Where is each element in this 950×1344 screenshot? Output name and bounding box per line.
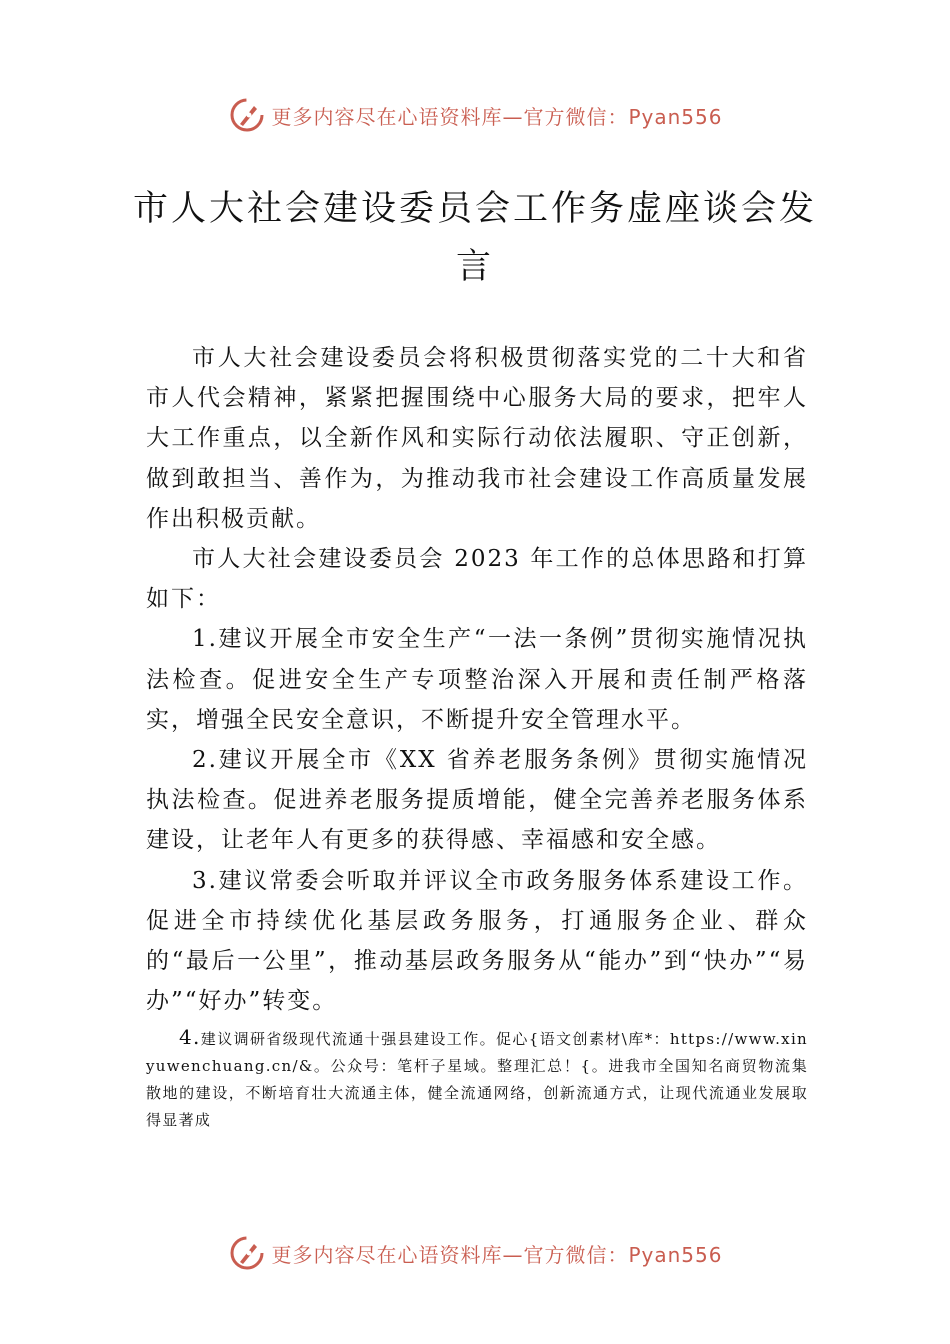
banner-text: 更多内容尽在心语资料库—官方微信：Pyan556 [271,1242,723,1267]
paragraph: 2.建议开展全市《XX 省养老服务条例》贯彻实施情况执法检查。促进养老服务提质增能，健全完善养老服务体系建设，让老年人有更多的获得感、幸福感和安全感。 [146,747,808,854]
small-print-text: 建议调研省级现代流通十强县建设工作。促心{语文创素材\库*：https://www.xinyuwenchuang.cn/&。公众号：笔杆子星域。整理汇总！{。进我市全国知名商贸物流集散地的建设，不断培育壮大流通主体，健全流通网络，创新流通方式，让现代流通业发展取得显著成 [146,1030,808,1129]
paragraph: 市人大社会建设委员会 2023 年工作的总体思路和打算如下： [146,546,808,613]
small-print-paragraph [146,1024,808,1134]
banner-text: 更多内容尽在心语资料库—官方微信：Pyan556 [271,104,723,129]
item-number: 4. [179,1025,201,1049]
pen-logo-icon [227,1233,267,1273]
paragraph: 3.建议常委会听取并评议全市政务服务体系建设工作。促进全市持续优化基层政务服务，打通服务企业、群众的“最后一公里”，推动基层政务服务从“能办”到“快办”“易办”“好办”转变。 [146,867,808,1015]
pen-logo-icon [227,95,267,135]
document-title: 市人大社会建设委员会工作务虚座谈会发言 [132,189,817,287]
paragraph: 市人大社会建设委员会将积极贯彻落实党的二十大和省市人代会精神，紧紧把握围绕中心服务大局的要求，把牢人大工作重点，以全新作风和实际行动依法履职、守正创新，做到敢担当、善作为，为推动我市社会建设工作高质量发展作出积极贡献。 [146,345,808,532]
document-body [146,338,808,1021]
header-banner [0,93,950,137]
paragraph: 1.建议开展全市安全生产“一法一条例”贯彻实施情况执法检查。促进安全生产专项整治深入开展和责任制严格落实，增强全民安全意识，不断提升安全管理水平。 [146,626,808,733]
footer-banner [0,1231,950,1275]
